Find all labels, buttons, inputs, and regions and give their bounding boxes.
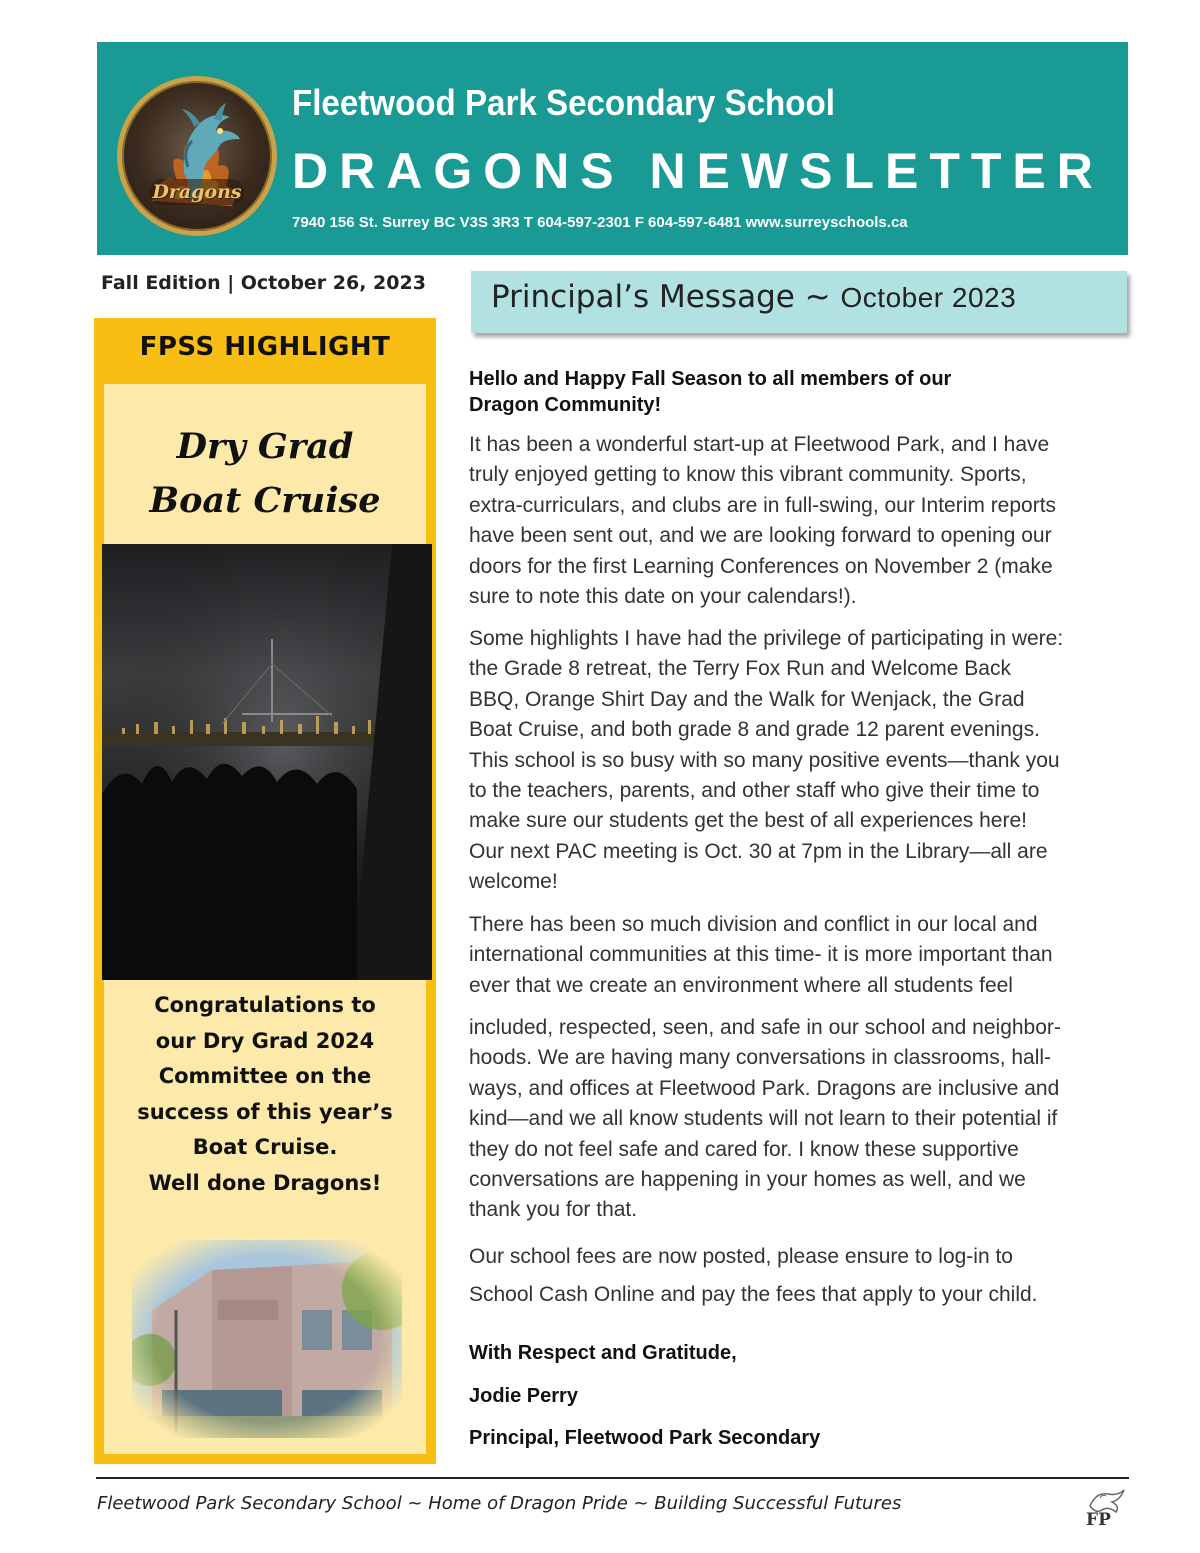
text-line: welcome!: [469, 870, 558, 894]
message-date: October 2023: [840, 282, 1017, 313]
text-line: There has been so much division and conflict in our local and: [469, 913, 1038, 936]
congrats-line: success of this year’s: [137, 1099, 393, 1124]
text-line: ever that we create an environment where all students feel: [469, 973, 1013, 997]
footer-tagline: Fleetwood Park Secondary School ~ Home of Dragon Pride ~ Building Successful Futures: [97, 1493, 902, 1514]
text-line: doors for the first Learning Conferences on November 2 (make: [469, 554, 1053, 578]
text-line: thank you for that.: [469, 1198, 638, 1222]
principal-message-heading: [491, 279, 1016, 315]
congrats-line: Committee on the: [158, 1064, 372, 1088]
text-line: extra-curriculars, and clubs are in full-swing, our Interim reports: [469, 493, 1057, 517]
text-line: sure to note this date on your calendars!).: [469, 585, 857, 609]
school-building-image: [132, 1240, 402, 1438]
text-line: It has been a wonderful start-up at Fleetwood Park, and I have: [469, 433, 1050, 456]
highlight-title: [104, 420, 426, 528]
sidebar-heading: FPSS HIGHLIGHT: [139, 332, 391, 362]
fp-monogram: FP: [1086, 1510, 1111, 1530]
text-line: BBQ, Orange Shirt Day and the Walk for Wenjack, the Grad: [469, 687, 1025, 711]
text-line: Our next PAC meeting is Oct. 30 at 7pm in the Library—all are: [469, 839, 1048, 863]
highlight-title-line: Boat Cruise: [149, 480, 381, 521]
boat-cruise-photo: [102, 544, 432, 980]
text-line: make sure our students get the best of all experiences here!: [469, 809, 1027, 833]
text-line: kind—and we all know students will not learn to their potential if: [469, 1107, 1058, 1131]
sign-off-name: Jodie Perry: [469, 1385, 578, 1407]
sign-off-closing: With Respect and Gratitude,: [469, 1342, 737, 1364]
text-line: to the teachers, parents, and other staff who give their time to: [469, 779, 1040, 803]
paragraph-inclusion-a: [469, 910, 1149, 1001]
fpss-highlight-sidebar: [94, 318, 436, 1464]
logo-wordmark: Dragons: [150, 179, 244, 205]
text-line: truly enjoyed getting to know this vibrant community. Sports,: [469, 463, 1027, 487]
paragraph-inclusion-b: [469, 1013, 1149, 1226]
text-line: international communities at this time- it is more important than: [469, 943, 1053, 967]
principal-message-banner: [471, 271, 1127, 333]
highlight-title-line: Dry Grad: [176, 426, 354, 467]
highlight-panel: [104, 384, 426, 1454]
text-line: conversations are happening in your homes as well, and we: [469, 1168, 1026, 1192]
text-line: This school is so busy with so many positive events—thank you: [469, 748, 1060, 772]
message-title: Principal’s Message ~: [491, 279, 831, 315]
dragons-logo: [117, 76, 277, 236]
text-line: have been sent out, and we are looking forward to opening our: [469, 524, 1052, 548]
text-line: School Cash Online and pay the fees that apply to your child.: [469, 1283, 1038, 1306]
sign-off-title: Principal, Fleetwood Park Secondary: [469, 1427, 821, 1449]
edition-date: Fall Edition | October 26, 2023: [101, 272, 426, 294]
text-line: they do not feel safe and cared for. I know these supportive: [469, 1137, 1019, 1161]
congratulations-message: [104, 988, 426, 1201]
footer-divider: [96, 1477, 1129, 1479]
school-address: 7940 156 St. Surrey BC V3S 3R3 T 604-597-2301 F 604-597-6481 www.surreyschools.ca: [292, 214, 908, 231]
dragon-icon: [122, 81, 272, 231]
newsletter-title: DRAGONS NEWSLETTER: [292, 143, 1104, 199]
congrats-line: Well done Dragons!: [148, 1170, 382, 1195]
text-line: Our school fees are now posted, please ensure to log-in to: [469, 1245, 1013, 1268]
paragraph-startup: [469, 430, 1149, 612]
paragraph-highlights: [469, 624, 1149, 898]
text-line: included, respected, seen, and safe in our school and neighbor-: [469, 1016, 1061, 1039]
text-line: hoods. We are having many conversations in classrooms, hall-: [469, 1046, 1052, 1070]
school-name: Fleetwood Park Secondary School: [292, 82, 835, 123]
text-line: the Grade 8 retreat, the Terry Fox Run and Welcome Back: [469, 657, 1011, 681]
paragraph-school-fees: [469, 1238, 1149, 1314]
congrats-line: our Dry Grad 2024: [155, 1028, 375, 1053]
greeting: [469, 366, 1109, 418]
greeting-line: Hello and Happy Fall Season to all members of our: [469, 368, 952, 390]
text-line: Some highlights I have had the privilege of participating in were:: [469, 627, 1064, 650]
congrats-line: Boat Cruise.: [192, 1135, 338, 1159]
school-building-photo: [132, 1240, 402, 1438]
text-line: Boat Cruise, and both grade 8 and grade 12 parent evenings.: [469, 718, 1040, 742]
boat-cruise-image: [102, 544, 432, 980]
greeting-line: Dragon Community!: [469, 394, 662, 416]
text-line: ways, and offices at Fleetwood Park. Dragons are inclusive and: [469, 1076, 1060, 1100]
newsletter-header: [97, 42, 1128, 255]
congrats-line: Congratulations to: [154, 993, 376, 1017]
